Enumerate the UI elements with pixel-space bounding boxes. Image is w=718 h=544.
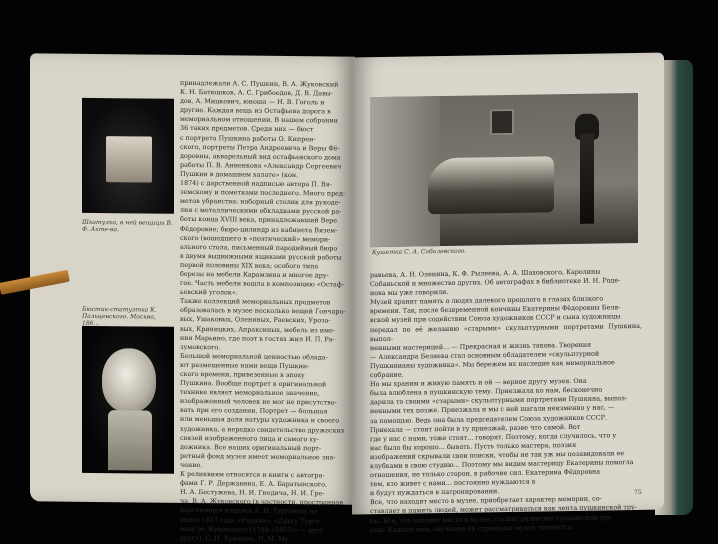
room-wall-picture: [490, 109, 514, 135]
caption-bust: Бюстик-статуэтка К. Пальцевского. Москва, 186...: [82, 305, 157, 328]
text-line: где у нас с нами, тоже стоят... говорят. Поэтому, когда случилось, что у: [370, 430, 617, 443]
text-line: мемориальном отношении. В нашем собрании: [180, 115, 338, 125]
text-line: ского времени, привезенные в эпоху: [180, 369, 305, 380]
bust-base: [108, 410, 152, 470]
photo-bust: [82, 326, 174, 474]
text-line: образовалась в музее несколько вещей Гончаро-: [180, 306, 346, 316]
text-line: вых, Криницких, Апраксиных, мебель из име-: [180, 324, 335, 335]
text-line: пы. Все, что находит место в музее, служит развитию пушкинской тру-: [370, 512, 614, 525]
text-line: художника, а нередко свидетельство дружеских: [180, 424, 345, 435]
text-line: книге 1827 года «Ундина»: «Другу Турге-: [180, 515, 322, 525]
text-line: Н. А. Бестужева, Н. И. Гнедича, Н. И. Гре-: [180, 488, 325, 498]
text-line: 36 таких предметов. Среди них — бюст: [180, 124, 314, 134]
text-line: боты конца XVIII века, принадлежавший Вере: [180, 215, 338, 225]
text-line: была влюблена в пушкинскую тему. Приезжала ко нам, бесконечно: [370, 385, 603, 398]
text-line: Большой мемориальной ценностью облада-: [180, 351, 328, 362]
text-line: земскому и пометками последнего. Много пред-: [180, 187, 346, 198]
text-line: связей изображенного лица и самого ху-: [180, 433, 319, 443]
room-curtain: [370, 96, 440, 247]
text-line: другу), С. Н. Крюкова, Н. М. Му-: [180, 533, 291, 543]
left-text-column: [180, 79, 350, 544]
text-line: вской музей при содействии Союза художников СССР и сына художницы: [370, 312, 621, 325]
right-page: [352, 53, 664, 534]
text-line: чение.: [180, 460, 203, 470]
text-line: первой половины XIX века; особого типа: [180, 260, 319, 271]
text-line: или меньшая доля натуры художника и своего: [180, 415, 340, 426]
text-line: вать при его создании. Портрет — большая: [180, 406, 328, 416]
text-line: ретный фонд музея имеет мемориальное зна-: [180, 451, 336, 462]
left-page: [30, 53, 355, 543]
text-line: гое. Часть мебели вошла в композицию «Остаф-: [180, 278, 344, 289]
text-line: ппы. Каждое имя, звучащее на страницах музея, помнится.: [370, 522, 574, 534]
text-line: 1874) с дарственной надписью автора П. Вя-: [180, 178, 332, 189]
text-line: изображенный человек не мог не присутство-: [180, 397, 337, 407]
text-line: дарила то своими «старыми» скульптурными портретами Пушкина, выпол-: [370, 394, 628, 407]
text-line: ского, портреты Петра Андреевича и Веры Фё-: [180, 142, 340, 153]
text-line: Музей хранит память о людях далекого прошлого в глазах близкого: [370, 294, 604, 307]
text-line: собрание.: [370, 370, 404, 380]
text-line: нас было бы хорошо... бывать. Пусть только мастера, поэзия: [370, 440, 577, 452]
text-line: — Александра Беляева стал основным обладателем «скульптурной: [370, 349, 600, 362]
text-line: ставляет и память людей, может рассматриваться как лепта пушкинской тру-: [370, 503, 637, 516]
text-line: ют размещенные нами вещи Пушкин-: [180, 360, 310, 371]
text-line: зумовского.: [180, 342, 221, 352]
photo-room: [370, 93, 638, 247]
text-line: ьевский уголок».: [180, 288, 238, 297]
text-line: ненными мастерицей... — Прекрасная и жизнь такова. Творения: [370, 340, 592, 352]
text-line: лия с металлическими обкладками русской ра-: [180, 206, 342, 216]
text-line: изображений скрывали свои поиски, чтобы не так уж мы позавидовали ее: [370, 449, 625, 462]
text-line: принадлежали А. С. Пушкин, В. А. Жуковский: [180, 78, 339, 89]
right-text-column: [370, 267, 642, 535]
text-line: тем, кто живет с нами... постоянно нуждаются в: [370, 477, 536, 489]
text-line: Пушкинианы художника». Мы бережем их наследие как мемориальное: [370, 358, 615, 371]
text-line: Пушкина. Вообще портрет в оригинальной: [180, 378, 327, 389]
text-line: дожника. Все наших оригинальный порт-: [180, 442, 321, 453]
text-line: за помощью. Ведь она была председателем Союза художников СССР.: [370, 412, 607, 425]
casket-object: [106, 136, 152, 182]
text-line: ненными тех позже. Приезжала и мы с ней шагали неизменно у нас, —: [370, 403, 615, 416]
text-line: неву от Жуковского (1799—1857)» — друг: [180, 524, 324, 534]
photo-casket: [82, 98, 174, 214]
text-line: дов, А. Мицкевич, юноша — Н. В. Гоголь и: [180, 97, 325, 107]
caption-casket: Шкатулка, в ней вещицы В. Ф. Ахте-ва.: [82, 218, 173, 234]
room-sofa: [428, 156, 554, 214]
text-line: ского (вошедшего в «поэтический» мемори-: [180, 233, 331, 244]
text-line: ния Марьино, где поэт в гостях жил И. П. Ра-: [180, 333, 335, 344]
text-line: Фёдоровне; бюро-цилиндр из кабинета Вязем-: [180, 224, 338, 235]
bust-head: [102, 348, 156, 413]
text-line: передал по её желанию «старыми» скульптурными портретами Пушкина, выпол-: [370, 321, 642, 343]
text-line: в двумя выдвижными ящиками русской работы: [180, 251, 342, 262]
text-line: К. Н. Батюшков, А. С. Грибоедов, Д. В. Давы-: [180, 87, 333, 98]
text-line: Пушкин в домашнем халате» (кон.: [180, 169, 299, 180]
text-line: Собаньской и множество других. Об автографах в библиотеке И. Н. Роде-: [370, 276, 621, 289]
text-line: березы на мебели Карамзина и многое дру-: [180, 269, 329, 280]
text-line: ального стола, письменный пародийный бюро: [180, 242, 338, 253]
text-line: технике являет мемориальное значение,: [180, 388, 320, 398]
text-line: Также коллекций мемориальных предметов: [180, 297, 331, 307]
text-line: равьева, А. Н. Оленина, К. Ф. Рылеева, А. А. Шаховского, Каролины: [370, 267, 601, 280]
text-line: отношения, не только сторон, в рабочие сил. Екатерина Фёдоровна: [370, 467, 601, 480]
text-line: нова мы уже говорили.: [370, 288, 449, 298]
room-stand: [580, 134, 594, 224]
text-line: другие. Каждая вещь из Остафьева дорога в: [180, 106, 331, 116]
text-line: и будут нуждаться в патронировании.: [370, 487, 500, 498]
caption-room: Кушетка С. А. Соболевского.: [372, 247, 467, 257]
text-line: времени. Так, после безвременной кончины Екатерины Фёдоровны Беля-: [370, 303, 621, 316]
text-line: клубками в свою студию... Поэтому мы видим мастерицу Екатерины помогла: [370, 457, 634, 471]
text-line: метов убранства: наборный столик для рукоде-: [180, 197, 341, 207]
text-line: с портрета Пушкина работы О. Кипрен-: [180, 133, 316, 143]
text-line: Приехала — стоит пойти в ту приезжай, разве что самой. Вот: [370, 422, 581, 434]
text-line: Все, что находит место в музее, приобретает характер мемории, со-: [370, 494, 602, 507]
text-line: доровны, акварельный вид остафьевского дома: [180, 151, 341, 162]
text-line: дарственная надпись А. И. Тургеневу на: [180, 506, 318, 516]
text-line: Но мы храним и живую память и ой — верное другу музея. Она: [370, 376, 587, 389]
text-line: вых, Ушаковых, Олениных, Раевских, Уроза-: [180, 315, 331, 325]
text-line: работы П. В. Анненкова «Александр Сергеевич: [180, 160, 342, 171]
text-line: фами Г. Р. Державина, Е. А. Баратынского,: [180, 478, 328, 489]
text-line: ча, В. А. Жуковского (в частности, пространная: [180, 497, 344, 507]
text-line: К реликвиям относятся и книги с автогра-: [180, 469, 325, 480]
page-number: 75: [634, 488, 642, 497]
